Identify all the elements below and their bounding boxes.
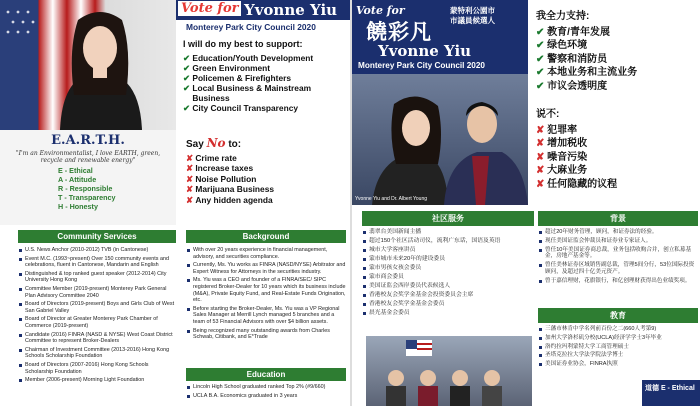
say-no-prefix: Say	[186, 139, 207, 150]
list-item: 圣塔克拉拉大学法学院法学博士	[538, 352, 698, 359]
list-item: With over 20 years experience in financial management, advisory, and securities compliance.	[186, 247, 346, 260]
earth-title: E.A.R.T.H.	[51, 133, 125, 148]
portrait-illustration	[0, 0, 176, 130]
earth-badge	[642, 380, 700, 406]
cross-icon: ✘	[186, 173, 196, 184]
community-list	[362, 226, 534, 317]
check-icon: ✔	[536, 40, 548, 51]
list-item: Ms. Yiu was a CEO and founder of a FINRA/SEC/ SIPC registered Broker-Dealer for 10 years which its business include (M&A), Private Equity Fund, and Real-Estate Funds Origination, etc.	[186, 277, 346, 303]
list-item: 香港校友会奖学金基金会投资委员会主席	[362, 292, 534, 299]
section-title: Education	[186, 368, 346, 381]
list-item: 蒙市男孩女孩会委员	[362, 265, 534, 272]
vote-for-label: Vote for	[178, 1, 241, 16]
list-item: 城市大学客座讲员	[362, 247, 534, 254]
list-item: Candidate (2016) FINRA (NASD & NYSE) West Coast District Committee to represent Broker-Dealers	[18, 332, 176, 345]
support-item: City Council Transparency	[192, 103, 299, 113]
header-banner	[176, 0, 350, 36]
earth-list	[0, 166, 176, 211]
cross-icon: ✘	[186, 152, 196, 163]
list-item: Before starting the Broker-Dealer, Ms. Yiu was a VP Regional Sales Manager at Merrill Lynch managed 5 branches and a team of 53 Financial Advisors with over $4 billion assets.	[186, 306, 346, 326]
support-item: 警察和消防员	[547, 53, 608, 65]
say-no-word: No	[206, 136, 226, 150]
support-item: 本地业务和主流业务	[547, 67, 638, 78]
list-item: Distinguished & top ranked guest speaker (2012-2014) City University Hong Kong	[18, 271, 176, 284]
support-list	[536, 10, 700, 93]
support-item: 市议会透明度	[547, 80, 608, 92]
list-item: 香港校友会奖学金基金会委员	[362, 301, 534, 308]
check-icon: ✔	[536, 67, 548, 78]
list-item: 加州大学洛杉矶分校(UCLA)经济学学士3年毕业	[538, 335, 698, 342]
say-no-suffix: to:	[225, 139, 242, 150]
earth-panel	[0, 130, 176, 225]
earth-quote: "I'm an Environmentalist, I love EARTH, green, recycle and renewable energy"	[15, 150, 161, 164]
list-item: Member (2006-present) Morning Light Foundation	[18, 377, 176, 384]
list-item: 曾任美林证券区域销售副总裁，管理5间分行，53位国际投资顾问，及超过四十亿美元资产。	[538, 262, 698, 276]
no-item: Crime rate	[195, 152, 237, 163]
section-title: Community Services	[18, 230, 176, 243]
community-list	[18, 243, 176, 384]
no-item: 噪音污染	[547, 151, 588, 163]
education-section	[186, 368, 346, 401]
no-item: Noise Pollution	[195, 173, 257, 184]
list-item: 超过150个社区活动司仪，流利广东话，国语及英语	[362, 238, 534, 245]
candidate-photo	[352, 74, 528, 205]
background-list	[186, 243, 346, 341]
check-icon: ✔	[183, 103, 193, 113]
list-item: 晨光基金会委员	[362, 310, 534, 317]
vote-for-label: Vote for	[356, 4, 405, 17]
list-item: Board of Director at Greater Monterey Park Chamber of Commerce (2019-present)	[18, 316, 176, 329]
no-item: Increase taxes	[195, 163, 254, 173]
candidate-name: Yvonne Yiu	[378, 42, 472, 60]
candidate-portrait	[0, 0, 176, 130]
list-item: Chairman of Investment Committee (2013-2016) Hong Kong Schools Scholarship Foundation	[18, 347, 176, 360]
check-icon: ✔	[183, 53, 193, 63]
no-item: 犯罪率	[547, 124, 578, 136]
earth-item: A - Attitude	[58, 175, 97, 184]
list-item: Committee Member (2019-present) Monterey Park General Plan Advisory Committee 2040	[18, 286, 176, 299]
no-item: 增加税收	[547, 138, 588, 149]
earth-item: H - Honesty	[58, 202, 98, 211]
check-icon: ✔	[183, 83, 193, 93]
support-item: Local Business & Mainstream Business	[192, 83, 312, 103]
cross-icon: ✘	[186, 194, 196, 205]
list-item: 曾于嘉信理财，花旗银行，和亿创理财获得出色业绩奖项。	[538, 278, 698, 285]
office-title: Monterey Park City Council 2020	[186, 22, 316, 32]
list-item: U.S. News Anchor (2010-2012) TVB (in Cantonese)	[18, 247, 176, 254]
say-no-heading	[186, 138, 350, 151]
no-item: 任何隐藏的议程	[547, 178, 618, 190]
list-item: 蒙市商会委员	[362, 274, 534, 281]
cross-icon: ✘	[536, 178, 548, 190]
education-list	[186, 381, 346, 399]
chinese-flyer	[352, 0, 700, 406]
community-section	[362, 211, 534, 319]
photo-caption: Yvonne Yiu and Dr. Albert Young	[355, 196, 428, 202]
cross-icon: ✘	[536, 151, 548, 163]
candidate-name: Yvonne Yiu	[244, 1, 338, 19]
chinese-name: 饒彩凡	[366, 21, 432, 44]
support-item: Green Environment	[192, 63, 271, 73]
list-item: 洛约拉玛利蒙特大学工商管理硕士	[538, 344, 698, 351]
list-item: Lincoln High School graduated ranked Top 2% (#9/660)	[186, 384, 346, 391]
event-photo-illustration	[366, 336, 532, 406]
chinese-office-line: 市議員候選人	[450, 16, 495, 25]
cross-icon: ✘	[186, 184, 196, 194]
education-list	[538, 323, 698, 368]
section-title: 背景	[538, 211, 698, 226]
list-item: Event M.C. (1993~present) Over 150 community events and celebrations, fluent in Cantonese, Mandarin and English	[18, 256, 176, 269]
list-item: 现任美国证监会仲裁员和证券业专家证人。	[538, 238, 698, 245]
earth-label: 道德 E - Ethical	[645, 385, 695, 392]
background-section	[538, 211, 698, 287]
list-item: Board of Directors (2007-2016) Hong Kong Schools Scholarship Foundation	[18, 362, 176, 375]
support-list	[183, 39, 350, 113]
header-photo-block	[352, 0, 528, 205]
check-icon: ✔	[183, 73, 193, 83]
section-title: 教育	[538, 308, 698, 323]
check-icon: ✔	[183, 63, 193, 73]
office-title: Monterey Park City Council 2020	[358, 61, 485, 70]
community-section	[18, 230, 176, 386]
support-heading: I will do my best to support:	[183, 39, 303, 49]
no-item: Any hidden agenda	[195, 194, 273, 205]
check-icon: ✔	[536, 26, 548, 38]
list-item: 超过20年财务管理，顾问，和证券法的经验。	[538, 229, 698, 236]
no-item: Marijuana Business	[195, 184, 275, 194]
no-heading: 说不:	[536, 109, 560, 120]
check-icon: ✔	[536, 80, 548, 92]
background-section	[186, 230, 346, 343]
support-item: Policemen & Firefighters	[192, 73, 292, 83]
cross-icon: ✘	[536, 165, 548, 176]
list-item: 三藩市林肯中学名列前百份之二(660人考第9)	[538, 326, 698, 333]
list-item: 蒙市城市未来20年的建设委员	[362, 256, 534, 263]
earth-item: E - Ethical	[58, 166, 93, 175]
support-item: Education/Youth Development	[192, 53, 314, 63]
list-item: 曾任10年美国证券商总裁，业务包括收购合并，创立私募基金，房地产基金等。	[538, 247, 698, 261]
list-item: UCLA B.A. Economics graduated in 3 years	[186, 393, 346, 400]
earth-item: R - Responsible	[58, 184, 113, 193]
check-icon: ✔	[536, 53, 548, 65]
say-no-list	[186, 138, 350, 205]
list-item: Board of Directors (2019-present) Boys and Girls Club of West San Gabriel Valley	[18, 301, 176, 314]
support-item: 绿色环境	[547, 40, 588, 51]
list-item: 翡翠台美国新闻主播	[362, 229, 534, 236]
section-title: 社区服务	[362, 211, 534, 226]
cross-icon: ✘	[536, 138, 548, 149]
support-item: 教育/青年发展	[547, 26, 610, 38]
say-no-list	[536, 108, 700, 191]
photo-illustration	[352, 74, 528, 205]
chinese-office	[450, 6, 495, 26]
list-item: 美国证券业协会，FINRA执照	[538, 361, 698, 368]
no-item: 大麻业务	[547, 165, 588, 176]
chinese-office-line: 蒙特利公園市	[450, 6, 495, 15]
event-photo	[366, 336, 532, 406]
list-item: Currently, Ms. Yiu works as FINRA (NASD/NYSE) Arbitrator and Expert Witness for Attorneys in the securities industry.	[186, 262, 346, 275]
cross-icon: ✘	[186, 163, 196, 173]
cross-icon: ✘	[536, 124, 548, 136]
list-item: Being recognized many outstanding awards from Charles Schwab, Citibank, and E*Trade	[186, 328, 346, 341]
education-section	[538, 308, 698, 370]
support-heading: 我全力支持:	[536, 11, 590, 22]
background-list	[538, 226, 698, 285]
section-title: Background	[186, 230, 346, 243]
list-item: 美国证监会西岸委员代表候选人	[362, 283, 534, 290]
earth-item: T - Transparency	[58, 193, 116, 202]
